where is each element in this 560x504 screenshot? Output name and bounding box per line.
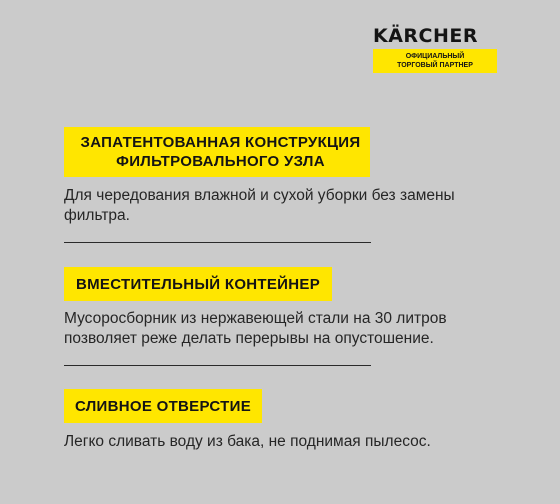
feature-3-description — [64, 432, 431, 452]
logo-wordmark: KÄRCHER — [373, 25, 479, 47]
partner-badge-line2: ТОРГОВЫЙ ПАРТНЕР — [397, 62, 473, 69]
partner-badge-line1: ОФИЦИАЛЬНЫЙ — [405, 53, 465, 60]
karcher-logo — [370, 25, 500, 73]
feature-1-heading — [64, 127, 370, 177]
feature-2-heading: ВМЕСТИТЕЛЬНЫЙ КОНТЕЙНЕР — [64, 267, 332, 301]
feature-1-description-line2: фильтра. — [64, 207, 130, 224]
feature-1-description — [64, 186, 455, 226]
feature-1-heading-line2: ФИЛЬТРОВАЛЬНОГО УЗЛА — [116, 153, 325, 170]
divider-2 — [64, 365, 371, 366]
feature-3-description-line1: Легко сливать воду из бака, не поднимая пылесос. — [64, 433, 431, 450]
partner-badge — [373, 49, 497, 73]
feature-1-description-line1: Для чередования влажной и сухой уборки без замены — [64, 187, 455, 204]
feature-2-description-line2: позволяет реже делать перерывы на опустошение. — [64, 330, 434, 347]
feature-2-description — [64, 309, 447, 349]
divider-1 — [64, 242, 371, 243]
feature-2-description-line1: Мусоросборник из нержавеющей стали на 30 литров — [64, 310, 447, 327]
feature-1-heading-line1: ЗАПАТЕНТОВАННАЯ КОНСТРУКЦИЯ — [80, 134, 361, 151]
feature-3-heading: СЛИВНОЕ ОТВЕРСТИЕ — [64, 389, 262, 423]
